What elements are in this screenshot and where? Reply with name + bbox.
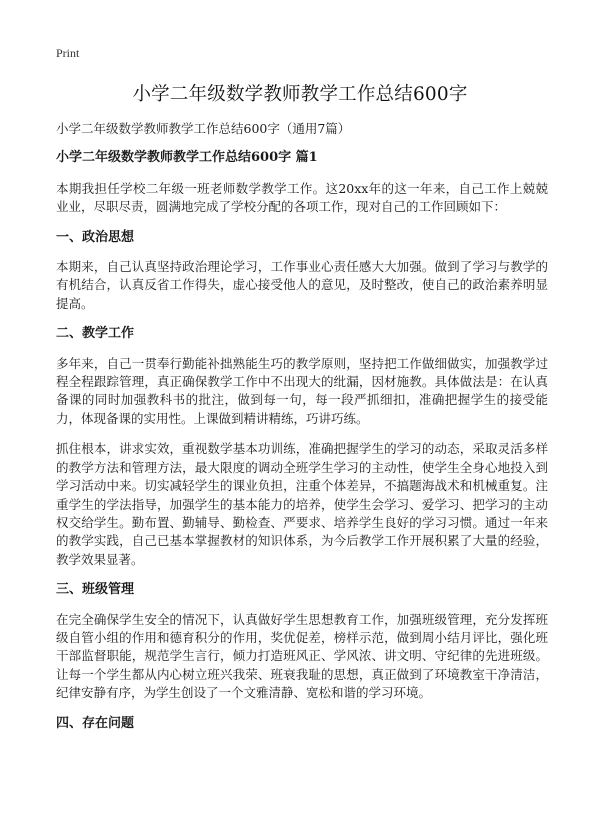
heading-politics: 一、政治思想 xyxy=(56,229,135,245)
intro-paragraph: 本期我担任学校二年级一班老师数学教学工作。这20xx年的这一年来，自己工作上兢兢业业，尽职尽责，圆满地完成了学校分配的各项工作，现对自己的工作回顾如下： xyxy=(56,180,548,215)
paragraph-teaching-1: 多年来，自己一贯奉行勤能补拙熟能生巧的教学原则，坚持把工作做细做实，加强教学过程全程跟踪管理，真正确保教学工作中不出现大的纰漏，因材施教。具体做法是：在认真备课的同时加强教科书的批注，做到每一句，每一段严抓细扣，准确把握学生的接受能力，体现备课的实用性。上课做到精讲精练，巧讲巧练。 xyxy=(56,355,548,426)
print-link[interactable]: Print xyxy=(56,46,80,60)
paragraph-teaching-2: 抓住根本，讲求实效，重视数学基本功训练，准确把握学生的学习的动态，采取灵活多样的教学方法和管理方法，最大限度的调动全班学生学习的主动性，使学生全身心地投入到学习活动中来。切实减轻学生的课业负担，注重个体差异，不搞题海战术和机械重复。注重学生的学法指导，加强学生的基本能力的培养，使学生会学习、爱学习、把学习的主动权交给学生。勤布置、勤辅导、勤检查、严要求、培养学生良好的学习习惯。通过一年来的教学实践，自己已基本掌握教材的知识体系，为今后教学工作开展积累了大量的经验，教学效果显著。 xyxy=(56,441,548,567)
paragraph-politics: 本期来，自己认真坚持政治理论学习，工作事业心责任感大大加强。做到了学习与教学的有机结合，认真反省工作得失，虚心接受他人的意见，及时整改，使自己的政治素养明显提高。 xyxy=(56,259,548,311)
heading-class-management: 三、班级管理 xyxy=(56,582,135,598)
heading-problems: 四、存在问题 xyxy=(56,715,135,731)
paragraph-class-management: 在完全确保学生安全的情况下，认真做好学生思想教育工作，加强班级管理，充分发挥班级自管小组的作用和德育积分的作用，奖优促差，榜样示范，做到周小结月评比，强化班干部监督职能，规范学生言行，倾力打造班风正、学风浓、讲文明、守纪律的先进班级。让每一个学生都从内心树立班兴我荣、班衰我耻的思想，真正做到了环境教室干净清洁，纪律安静有序，为学生创设了一个文雅清静、宽松和谐的学习环境。 xyxy=(56,611,548,701)
page-title: 小学二年级数学教师教学工作总结600字 xyxy=(132,84,468,105)
article-subtitle: 小学二年级数学教师教学工作总结600字（通用7篇） xyxy=(56,121,351,136)
section-title: 小学二年级数学教师教学工作总结600字 篇1 xyxy=(56,150,318,166)
article-body xyxy=(56,120,548,744)
heading-teaching: 二、教学工作 xyxy=(56,326,135,342)
